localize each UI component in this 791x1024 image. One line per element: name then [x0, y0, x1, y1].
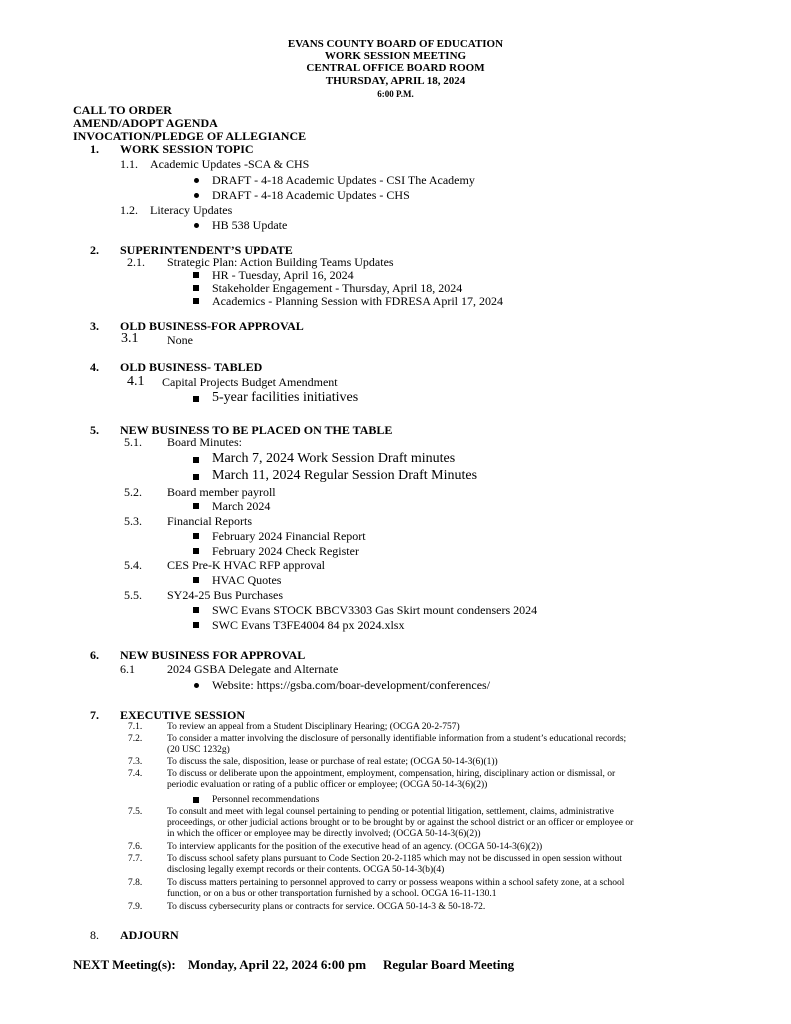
- exec-item-text: disclosing legally exempt records or their contents. OCGA 50-14-3(b)(4): [167, 865, 445, 875]
- agenda-link[interactable]: March 11, 2024 Regular Session Draft Minutes: [212, 468, 478, 483]
- item-number: 6.1: [120, 662, 135, 676]
- section-number: 8.: [90, 928, 99, 942]
- square-bullet-icon: [190, 573, 202, 587]
- section-title: NEW BUSINESS TO BE PLACED ON THE TABLE: [120, 423, 393, 437]
- exec-item-text: To discuss school safety plans pursuant to Code Section 20-2-1185 which may not be discussed in open session without: [167, 854, 622, 864]
- section-number: 5.: [90, 423, 99, 437]
- meeting-type: WORK SESSION MEETING: [324, 50, 467, 62]
- item-number: 3.1: [121, 331, 139, 346]
- website-link[interactable]: Website: https://gsba.com/boar-development/conferences/: [212, 678, 491, 692]
- org-title: EVANS COUNTY BOARD OF EDUCATION: [287, 38, 504, 50]
- exec-item-text: To discuss cybersecurity plans or contracts for service. OCGA 50-14-3 & 50-18-72.: [167, 902, 486, 912]
- agenda-link[interactable]: DRAFT - 4-18 Academic Updates - CHS: [212, 188, 410, 202]
- item-number: 7.6.: [128, 842, 143, 852]
- item-label: Capital Projects Budget Amendment: [162, 375, 338, 389]
- meeting-time: 6:00 P.M.: [377, 89, 414, 99]
- square-bullet-icon: [190, 392, 202, 406]
- square-bullet-icon: [190, 544, 202, 558]
- exec-item-text: (20 USC 1232g): [167, 745, 230, 755]
- item-number: 5.3.: [124, 514, 142, 528]
- item-number: 1.2.: [120, 203, 138, 217]
- meeting-location: CENTRAL OFFICE BOARD ROOM: [306, 62, 485, 74]
- item-number: 4.1: [127, 374, 145, 389]
- exec-item-text: function, or on a bus or other transportation furnished by a school. OCGA 16-11-130.1: [167, 889, 497, 899]
- invocation-pledge: INVOCATION/PLEDGE OF ALLEGIANCE: [73, 129, 307, 143]
- item-label: Board Minutes:: [167, 435, 242, 449]
- item-number: 5.5.: [124, 588, 142, 602]
- section-title: OLD BUSINESS-FOR APPROVAL: [120, 319, 304, 333]
- circle-bullet-icon: [190, 173, 202, 187]
- agenda-link[interactable]: HB 538 Update: [212, 218, 288, 232]
- exec-item-text: periodic evaluation or rating of a public officer or employee; (OCGA 50-14-3(6)(2)): [167, 780, 488, 790]
- agenda-link[interactable]: March 2024: [212, 499, 271, 513]
- item-number: 2.1.: [127, 255, 145, 269]
- item-number: 5.1.: [124, 435, 142, 449]
- agenda-link[interactable]: HVAC Quotes: [212, 573, 282, 587]
- item-number: 7.5.: [128, 807, 143, 817]
- item-label: Financial Reports: [167, 514, 252, 528]
- square-bullet-icon: [190, 529, 202, 543]
- item-number: 7.2.: [128, 734, 143, 744]
- call-to-order: CALL TO ORDER: [73, 103, 172, 117]
- meeting-date: THURSDAY, APRIL 18, 2024: [325, 75, 466, 87]
- agenda-link[interactable]: DRAFT - 4-18 Academic Updates - CSI The Academy: [212, 173, 475, 187]
- agenda-link[interactable]: 5-year facilities initiatives: [212, 390, 359, 405]
- amend-adopt-agenda: AMEND/ADOPT AGENDA: [73, 116, 218, 130]
- item-label: Board member payroll: [167, 485, 276, 499]
- exec-item-text: in which the officer or employee may be directly involved; (OCGA 50-14-3(6)(2)): [167, 829, 481, 839]
- next-meeting-label: NEXT Meeting(s):: [73, 957, 176, 972]
- agenda-link[interactable]: March 7, 2024 Work Session Draft minutes: [212, 451, 456, 466]
- agenda-link[interactable]: Academics - Planning Session with FDRESA April 17, 2024: [212, 294, 503, 308]
- circle-bullet-icon: [190, 188, 202, 202]
- agenda-link[interactable]: SWC Evans T3FE4004 84 px 2024.xlsx: [212, 618, 405, 632]
- item-number: 7.3.: [128, 757, 143, 767]
- item-number: 7.9.: [128, 902, 143, 912]
- exec-item-text: To consider a matter involving the disclosure of personally identifiable information from a student’s educational records;: [167, 734, 627, 744]
- next-meeting-type: Regular Board Meeting: [383, 957, 515, 972]
- section-title: OLD BUSINESS- TABLED: [120, 360, 263, 374]
- square-bullet-icon: [190, 793, 202, 807]
- square-bullet-icon: [190, 453, 202, 467]
- item-label: Strategic Plan: Action Building Teams Updates: [167, 255, 394, 269]
- agenda-link[interactable]: February 2024 Financial Report: [212, 529, 366, 543]
- square-bullet-icon: [190, 281, 202, 295]
- agenda-link[interactable]: February 2024 Check Register: [212, 544, 359, 558]
- item-label: 2024 GSBA Delegate and Alternate: [167, 662, 339, 676]
- section-number: 1.: [90, 142, 99, 156]
- section-number: 3.: [90, 319, 99, 333]
- section-title: NEW BUSINESS FOR APPROVAL: [120, 648, 306, 662]
- item-label: Literacy Updates: [150, 203, 233, 217]
- exec-item-text: To consult and meet with legal counsel pertaining to pending or potential litigation, settlement, claims, administrative: [167, 807, 614, 817]
- section-title: EXECUTIVE SESSION: [120, 708, 246, 722]
- square-bullet-icon: [190, 603, 202, 617]
- item-number: 5.2.: [124, 485, 142, 499]
- circle-bullet-icon: [190, 218, 202, 232]
- square-bullet-icon: [190, 294, 202, 308]
- agenda-link[interactable]: Stakeholder Engagement - Thursday, April 18, 2024: [212, 281, 463, 295]
- item-label: None: [167, 333, 193, 347]
- circle-bullet-icon: [190, 678, 202, 692]
- section-title: ADJOURN: [120, 928, 179, 942]
- exec-sub-bullet: Personnel recommendations: [212, 795, 320, 805]
- square-bullet-icon: [190, 470, 202, 484]
- item-label: SY24-25 Bus Purchases: [167, 588, 283, 602]
- item-number: 5.4.: [124, 558, 142, 572]
- exec-item-text: To discuss or deliberate upon the appointment, employment, compensation, hiring, disciplinary action or dismissal, or: [167, 769, 616, 779]
- next-meeting-date: Monday, April 22, 2024 6:00 pm: [188, 957, 367, 972]
- section-number: 4.: [90, 360, 99, 374]
- item-number: 7.1.: [128, 722, 143, 732]
- exec-item-text: To discuss the sale, disposition, lease or purchase of real estate; (OCGA 50-14-3(6)(1)): [167, 757, 498, 767]
- square-bullet-icon: [190, 618, 202, 632]
- item-number: 7.8.: [128, 878, 143, 888]
- exec-item-text: To review an appeal from a Student Disciplinary Hearing; (OCGA 20-2-757): [167, 722, 460, 732]
- item-number: 1.1.: [120, 157, 138, 171]
- square-bullet-icon: [190, 499, 202, 513]
- agenda-link[interactable]: SWC Evans STOCK BBCV3303 Gas Skirt mount condensers 2024: [212, 603, 538, 617]
- agenda-link[interactable]: HR - Tuesday, April 16, 2024: [212, 268, 354, 282]
- exec-item-text: To interview applicants for the position of the executive head of an agency. (OCGA 50-14-3(6)(2)): [167, 842, 543, 852]
- item-number: 7.4.: [128, 769, 143, 779]
- item-label: Academic Updates -SCA & CHS: [150, 157, 310, 171]
- section-title: WORK SESSION TOPIC: [120, 142, 254, 156]
- section-number: 2.: [90, 243, 99, 257]
- section-number: 6.: [90, 648, 99, 662]
- item-label: CES Pre-K HVAC RFP approval: [167, 558, 326, 572]
- square-bullet-icon: [190, 268, 202, 282]
- section-number: 7.: [90, 708, 99, 722]
- exec-item-text: To discuss matters pertaining to personnel approved to carry or possess weapons within a school safety zone, at a school: [167, 878, 625, 888]
- section-title: SUPERINTENDENT’S UPDATE: [120, 243, 293, 257]
- item-number: 7.7.: [128, 854, 143, 864]
- exec-item-text: proceedings, or other judicial actions brought or to be brought by or against the school district or an officer or employee or: [167, 818, 634, 828]
